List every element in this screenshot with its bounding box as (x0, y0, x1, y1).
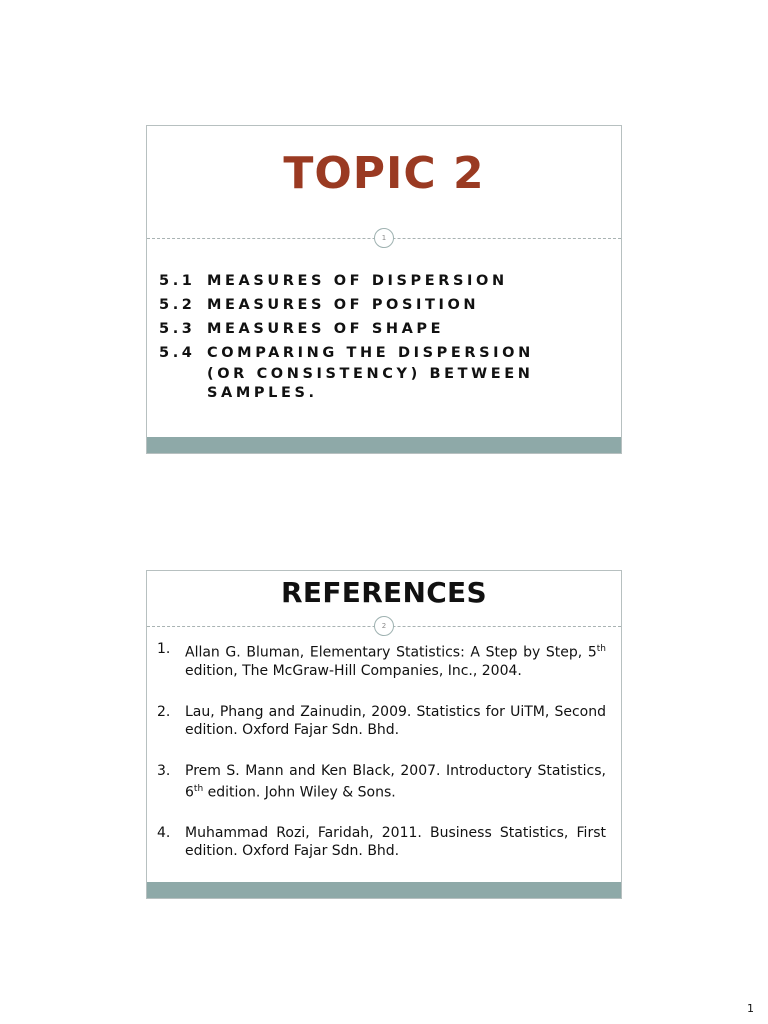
reference-item (157, 824, 606, 860)
slide-references (146, 570, 622, 899)
reference-text: Muhammad Rozi, Faridah, 2011. Business Statistics, First edition. Oxford Fajar Sdn. Bhd. (185, 825, 606, 860)
outline-item-text: MEASURES OF SHAPE (207, 321, 445, 337)
reference-number: 1. (157, 641, 171, 657)
reference-number: 3. (157, 762, 171, 779)
reference-item (157, 640, 606, 680)
reference-item (157, 762, 606, 802)
outline-item-number: 5.1 (159, 273, 196, 289)
reference-text: Allan G. Bluman, Elementary Statistics: A Step by Step, 5th edition, The McGraw-Hill Companies, Inc., 2004. (185, 644, 606, 679)
slide-title: TOPIC 2 (283, 148, 485, 199)
outline-item-number: 5.4 (159, 345, 196, 361)
slide-topic-2 (146, 125, 622, 454)
outline-item-continuation: (OR CONSISTENCY) BETWEEN (207, 366, 534, 382)
outline-item (159, 341, 609, 365)
slide-footer-bar (147, 882, 621, 898)
outline-item (159, 317, 609, 341)
reference-item (157, 703, 606, 739)
outline-item (159, 269, 609, 293)
reference-number: 2. (157, 703, 171, 720)
outline-item-continuation: SAMPLES. (207, 385, 318, 401)
outline-item-text: MEASURES OF DISPERSION (207, 273, 508, 289)
topic-outline (159, 269, 609, 403)
page-number: 1 (747, 1002, 754, 1015)
slide-number-badge: 2 (374, 616, 394, 636)
reference-text: Prem S. Mann and Ken Black, 2007. Introductory Statistics, 6th edition. John Wiley & Sons. (185, 762, 606, 801)
slide-number-badge: 1 (374, 228, 394, 248)
outline-item-number: 5.3 (159, 321, 196, 337)
outline-item-text: MEASURES OF POSITION (207, 297, 480, 313)
outline-item-text: COMPARING THE DISPERSION (207, 345, 534, 361)
slide-footer-bar (147, 437, 621, 453)
reference-list (157, 640, 606, 860)
outline-item (159, 293, 609, 317)
reference-text: Lau, Phang and Zainudin, 2009. Statistics for UiTM, Second edition. Oxford Fajar Sdn. Bhd. (185, 703, 606, 738)
slide-title: REFERENCES (281, 576, 487, 609)
outline-item-number: 5.2 (159, 297, 196, 313)
reference-number: 4. (157, 825, 171, 842)
